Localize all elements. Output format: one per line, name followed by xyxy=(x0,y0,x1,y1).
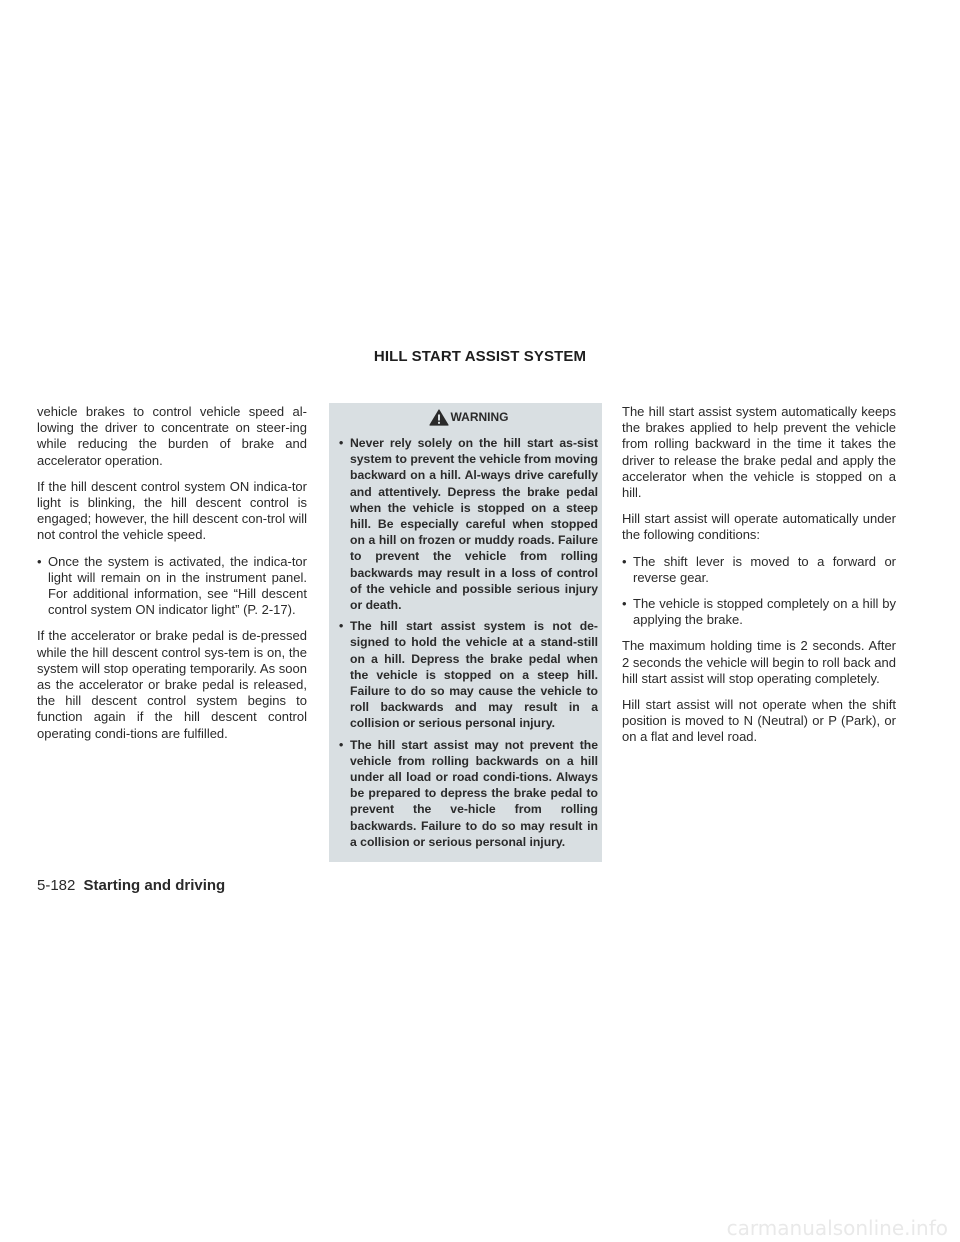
list-item-text: Once the system is activated, the indica-tor light will remain on in the instrument panel. For additional information, see “Hill descent control system ON indicator light” (P. 2-17). xyxy=(48,553,307,618)
paragraph: If the hill descent control system ON indica-tor light is blinking, the hill descent control is engaged; however, the hill descent con-trol will not control the vehicle speed. xyxy=(37,478,307,543)
right-column xyxy=(622,404,896,756)
warning-item-text: The hill start assist may not prevent the vehicle from rolling backwards on a hill under all load or road condi-tions. Always be prepared to depress the brake pedal to prevent the ve-hicle from rolling backwards. Failure to do so may result in a collision or serious personal injury. xyxy=(350,737,598,849)
paragraph: Hill start assist will not operate when the shift position is moved to N (Neutral) or P (Park), or on a flat and level road. xyxy=(622,697,896,745)
bullet-icon: • xyxy=(339,436,344,450)
warning-heading xyxy=(339,403,598,431)
paragraph: The hill start assist system automatically keeps the brakes applied to help prevent the vehicle from rolling backward in the time it takes the driver to release the brake pedal and apply the accelerator when the vehicle is stopped on a hill. xyxy=(622,404,896,501)
bullet-icon: • xyxy=(37,553,42,569)
list-item-text: The shift lever is moved to a forward or reverse gear. xyxy=(633,553,896,585)
warning-item-text: Never rely solely on the hill start as-sist system to prevent the vehicle from moving backward on a hill. Al-ways drive carefully and attentively. Depress the brake pedal when the vehicle is stopped on a steep hill. Be especially careful when stopped on a hill on frozen or muddy roads. Failure to prevent the vehicle from rolling backwards may result in a loss of control of the vehicle and possible serious injury or death. xyxy=(350,436,598,613)
list-item-text: The vehicle is stopped completely on a hill by applying the brake. xyxy=(633,596,896,628)
paragraph: Hill start assist will operate automatically under the following conditions: xyxy=(622,511,896,543)
warning-item-text: The hill start assist system is not de-signed to hold the vehicle at a stand-still on a hill. Depress the brake pedal when the vehicle is stopped on a steep hill. Failure to do so may cause the vehicle to roll backwards and may result in a collision or serious personal injury. xyxy=(350,619,598,731)
bullet-icon: • xyxy=(622,596,627,612)
paragraph: The maximum holding time is 2 seconds. After 2 seconds the vehicle will begin to roll back and hill start assist will stop operating completely. xyxy=(622,638,896,686)
warning-heading-text: WARNING xyxy=(450,410,509,424)
bullet-icon: • xyxy=(339,619,344,634)
left-column xyxy=(37,404,307,752)
list-item xyxy=(622,554,896,586)
warning-box xyxy=(329,403,602,862)
paragraph: If the accelerator or brake pedal is de-pressed while the hill descent control sys-tem is on, the system will stop operating temporarily. As soon as the accelerator or brake pedal is released, the hill descent control system begins to function again if the hill descent control operating condi-tions are fulfilled. xyxy=(37,628,307,741)
page-number: 5-182 xyxy=(37,877,76,894)
page-footer xyxy=(37,877,225,894)
watermark: carmanualsonline.info xyxy=(726,1216,948,1240)
warning-item xyxy=(339,618,598,731)
warning-triangle-icon xyxy=(429,409,449,426)
bullet-icon: • xyxy=(339,737,344,752)
paragraph: vehicle brakes to control vehicle speed al-lowing the driver to concentrate on steer-ing while reducing the burden of brake and accelerator operation. xyxy=(37,404,307,468)
list-item xyxy=(622,596,896,628)
chapter-title: Starting and driving xyxy=(83,877,226,894)
list-item xyxy=(37,554,307,619)
section-title: HILL START ASSIST SYSTEM xyxy=(373,348,587,365)
warning-item xyxy=(339,737,598,850)
warning-item xyxy=(339,435,598,613)
bullet-icon: • xyxy=(622,553,627,569)
